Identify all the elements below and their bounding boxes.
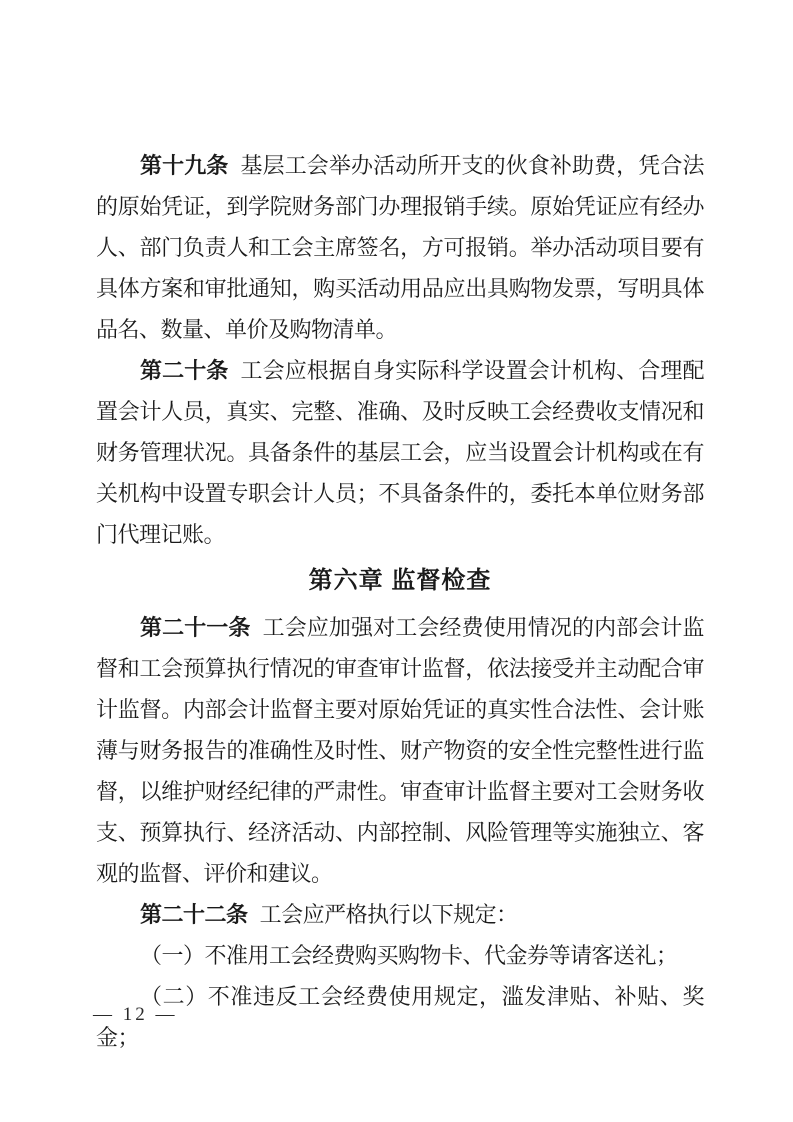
article-20-paragraph [96,350,704,555]
chapter-6-heading: 第六章 监督检查 [308,567,492,594]
article-20-text: 工会应根据自身实际科学设置会计机构、合理配置会计人员，真实、完整、准确、及时反映工会经费收支情况和财务管理状况。具备条件的基层工会，应当设置会计机构或在有关机构中设置专职会计人员；不具备条件的，委托本单位财务部门代理记账。 [96,358,704,547]
article-22-number: 第二十二条 [140,902,248,927]
article-22-text: 工会应严格执行以下规定： [259,902,518,927]
rule-item-2: （二）不准违反工会经费使用规定，滥发津贴、补贴、奖金； [96,984,704,1050]
article-21-paragraph [96,607,704,894]
article-20-number: 第二十条 [140,358,229,383]
article-19-number: 第十九条 [140,153,229,178]
article-21-text: 工会应加强对工会经费使用情况的内部会计监督和工会预算执行情况的审查审计监督，依法接受并主动配合审计监督。内部会计监督主要对原始凭证的真实性合法性、会计账薄与财务报告的准确性及时性、财产物资的安全性完整性进行监督，以维护财经纪律的严肃性。审查审计监督主要对工会财务收支、预算执行、经济活动、内部控制、风险管理等实施独立、客观的监督、评价和建议。 [96,615,704,886]
article-21-number: 第二十一条 [140,615,251,640]
document-body [96,145,704,1058]
article-22-paragraph [96,894,704,935]
page-number: — 12 — [93,1004,178,1025]
article-19-paragraph [96,145,704,350]
article-19-text: 基层工会举办活动所开支的伙食补助费，凭合法的原始凭证，到学院财务部门办理报销手续。原始凭证应有经办人、部门负责人和工会主席签名，方可报销。举办活动项目要有具体方案和审批通知，购买活动用品应出具购物发票，写明具体品名、数量、单价及购物清单。 [96,153,704,342]
rule-item-1: （一）不准用工会经费购买购物卡、代金券等请客送礼； [140,943,678,968]
